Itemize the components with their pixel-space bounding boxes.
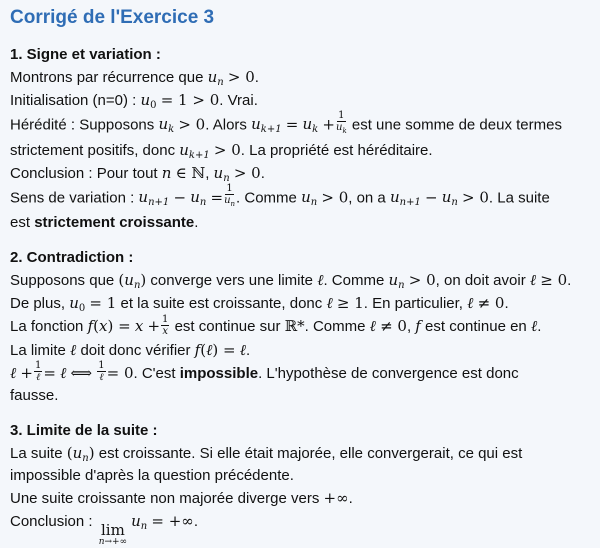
section-2-heading: 2. Contradiction :: [10, 249, 134, 266]
s1-line-3: Hérédité : Supposons $u_k > 0$. Alors $u_{k+1} = u_k$ + $\frac{1}{u_k}$ est une somme de deux termes: [10, 110, 562, 136]
s3-line-2: impossible d'après la question précédente.: [10, 467, 294, 485]
s1-line-1: Montrons par récurrence que $u_n > 0$.: [10, 68, 259, 88]
s1-line-4: strictement positifs, donc $u_{k+1} > 0$. La propriété est héréditaire.: [10, 141, 433, 161]
page-title: Corrigé de l'Exercice 3: [10, 7, 215, 28]
s2-line-1: Supposons que $(u_n)$ converge vers une limite ℓ. Comme $u_n > 0$, on doit avoir ℓ ≥ 0.: [10, 271, 572, 291]
s1-line-2: Initialisation (n=0) : $u_0 = 1 > 0$. Vrai.: [10, 91, 258, 111]
s2-line-3: La fonction f(x) = x + $\frac{1}{x}$ est continue sur ℝ*. Comme ℓ ≠ 0, f est continue en ℓ.: [10, 313, 542, 337]
section-3-heading: 3. Limite de la suite :: [10, 422, 158, 440]
section-1-heading: 1. Signe et variation :: [10, 46, 161, 63]
s2-line-6: fausse.: [10, 387, 59, 405]
s2-line-4: La limite ℓ doit donc vérifier f(ℓ) = ℓ.: [10, 340, 251, 359]
s3-line-4: Conclusion : lim n→+∞ $u_n$ = +∞.: [10, 512, 198, 548]
s3-line-3: Une suite croissante non majorée diverge vers +∞.: [10, 489, 353, 508]
s1-line-5: Conclusion : Pour tout n ∈ ℕ, $u_n > 0$.: [10, 164, 265, 184]
s3-line-1: La suite $(u_n)$ est croissante. Si elle était majorée, elle convergerait, ce qui est: [10, 444, 523, 465]
limit-operator: lim n→+∞: [98, 521, 128, 548]
s1-line-7: est strictement croissante.: [10, 214, 199, 231]
s2-line-2: De plus, $u_0 = 1$ et la suite est croissante, donc ℓ ≥ 1. En particulier, ℓ ≠ 0.: [10, 294, 509, 314]
s2-line-5: ℓ + $\frac{1}{\text{ℓ}}$ = ℓ ⟺ $\frac{1}{\text{ℓ}}$ = 0. C'est impossible. L'hypothèse de convergence est donc: [10, 360, 519, 384]
s1-line-6: Sens de variation : $u_{n+1} - u_n$ = $\frac{1}{u_n}$ . Comme $u_n > 0$, on a $u_{n+1} - u_n > 0$. La suite: [10, 183, 550, 209]
